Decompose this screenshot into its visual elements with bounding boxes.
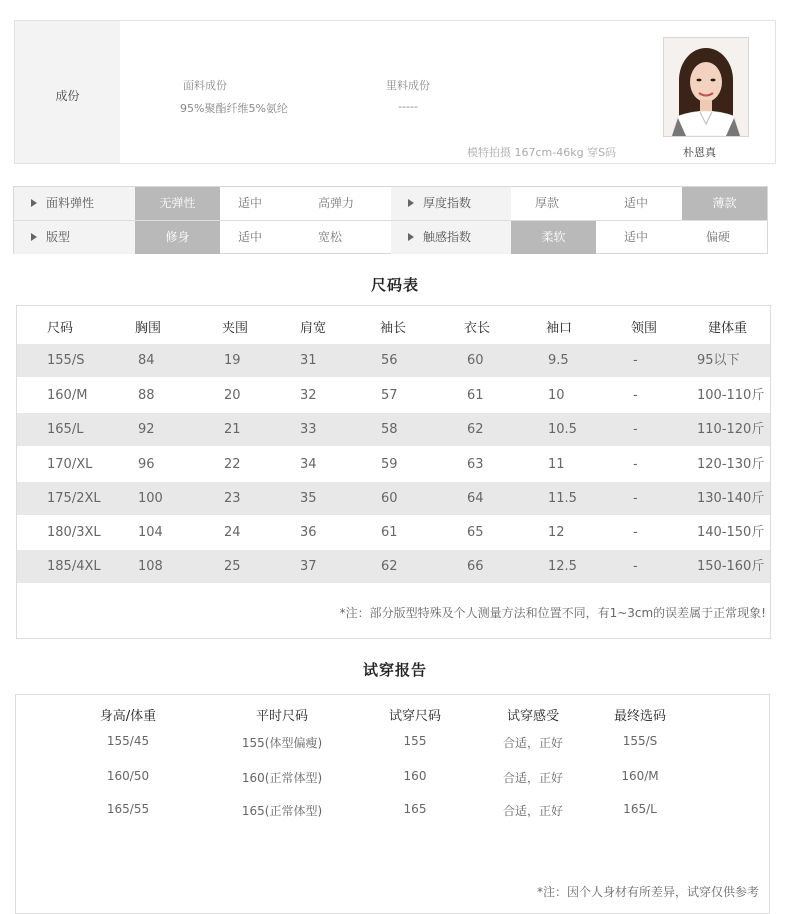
table-cell: 35 [300,491,317,506]
attribute-option-selected: 无弹性 [135,187,220,220]
attribute-name-cell [14,187,135,220]
attribute-name: 厚度指数 [423,196,472,210]
attribute-option-selected: 修身 [135,221,220,254]
table-cell: 60 [381,491,398,506]
table-cell: 62 [381,559,398,574]
table-cell: 108 [138,559,163,574]
table-cell: 155 [403,734,427,748]
attribute-row [14,221,767,254]
header-cell: 身高/体重 [99,709,157,724]
table-cell: 100 [138,491,163,506]
table-cell: 12 [548,525,565,540]
table-cell: 32 [300,388,317,403]
attribute-option: 高弹力 [318,196,355,210]
table-cell: 31 [300,353,317,368]
attribute-option: 偏硬 [706,230,731,244]
attribute-option-selected: 薄款 [682,187,767,220]
header-cell: 领围 [631,321,658,336]
table-cell: 63 [467,457,484,472]
fabric-label: 面料成份 [183,79,227,92]
table-cell: 155/S [47,353,85,368]
table-cell: 20 [224,388,241,403]
header-cell: 试穿尺码 [388,709,442,724]
table-row [16,769,769,789]
triangle-right-icon [31,199,37,207]
attribute-name-cell [391,221,511,254]
table-row [16,734,769,754]
attribute-option: 适中 [624,230,649,244]
attributes-table [13,186,768,254]
triangle-right-icon [31,233,37,241]
header-cell: 夹围 [222,321,249,336]
table-row [17,482,770,515]
header-cell: 最终选码 [613,709,667,724]
table-row [17,550,770,583]
attribute-option: 适中 [238,230,263,244]
table-cell: 61 [467,388,484,403]
attribute-option: 厚款 [535,196,560,210]
model-photo [663,37,749,137]
header-cell: 建体重 [708,321,748,336]
table-cell: 59 [381,457,398,472]
table-cell: 160/50 [106,769,150,783]
table-cell: 165/L [623,802,657,816]
table-cell: 11.5 [548,491,577,506]
table-cell: 170/XL [47,457,93,472]
table-cell: 合适，正好 [502,771,564,785]
fit-report-header-row [16,705,769,725]
table-cell: 165/L [47,422,84,437]
attribute-option-selected: 柔软 [511,221,596,254]
table-cell: 155(体型偏瘦) [241,736,323,750]
table-cell: - [633,422,638,437]
table-cell: 58 [381,422,398,437]
attribute-name-cell [14,221,135,254]
header-cell: 平时尺码 [255,709,309,724]
attribute-name: 版型 [46,230,71,244]
table-cell: 140-150斤 [697,525,765,540]
table-cell: 24 [224,525,241,540]
table-cell: 56 [381,353,398,368]
table-cell: 96 [138,457,155,472]
table-cell: 88 [138,388,155,403]
attribute-name: 触感指数 [423,230,472,244]
size-chart-note: *注：部分版型特殊及个人测量方法和位置不同，有1~3cm的误差属于正常现象! [339,606,766,620]
table-cell: 84 [138,353,155,368]
table-cell: 19 [224,353,241,368]
table-cell: - [633,353,638,368]
attribute-option: 适中 [624,196,649,210]
model-caption: 模特拍摄 167cm-46kg 穿S码 [467,146,617,159]
table-row [17,379,770,412]
table-row [17,344,770,377]
table-cell: 36 [300,525,317,540]
table-cell: - [633,491,638,506]
fit-report-note: *注：因个人身材有所差异，试穿仅供参考 [536,885,759,899]
table-cell: 57 [381,388,398,403]
table-cell: 12.5 [548,559,577,574]
table-row [17,516,770,549]
table-cell: 95以下 [697,353,740,368]
table-cell: 21 [224,422,241,437]
table-cell: 11 [548,457,565,472]
size-chart-table [16,305,771,639]
table-cell: 155/45 [106,734,150,748]
model-name: 朴恩真 [683,146,716,159]
table-cell: 9.5 [548,353,569,368]
table-cell: 155/S [622,734,658,748]
table-cell: 61 [381,525,398,540]
table-cell: 120-130斤 [697,457,765,472]
fit-report-table [15,694,770,914]
table-cell: 64 [467,491,484,506]
table-cell: 92 [138,422,155,437]
triangle-right-icon [408,199,414,207]
attribute-name-cell [391,187,511,220]
table-cell: 110-120斤 [697,422,765,437]
table-cell: 合适，正好 [502,804,564,818]
attribute-option: 适中 [238,196,263,210]
header-cell: 试穿感受 [506,709,560,724]
table-cell: 10 [548,388,565,403]
table-cell: 165 [403,802,427,816]
table-cell: 62 [467,422,484,437]
composition-label: 成份 [55,89,80,103]
header-cell: 胸围 [135,321,162,336]
attribute-row [14,187,767,220]
table-cell: 160/M [47,388,88,403]
header-cell: 肩宽 [300,321,327,336]
header-cell: 袖口 [546,321,573,336]
table-cell: 合适，正好 [502,736,564,750]
table-cell: 22 [224,457,241,472]
table-cell: 160(正常体型) [241,771,323,785]
table-cell: 34 [300,457,317,472]
table-cell: 25 [224,559,241,574]
fabric-value: 95%聚酯纤维5%氨纶 [180,102,288,115]
size-chart-header-row [17,312,770,345]
table-cell: 160/M [621,769,659,783]
table-cell: 65 [467,525,484,540]
size-chart-title: 尺码表 [370,276,419,294]
table-row [17,413,770,446]
header-cell: 袖长 [380,321,407,336]
attribute-name: 面料弹性 [46,196,95,210]
table-cell: 185/4XL [47,559,101,574]
table-cell: - [633,525,638,540]
lining-value: ----- [398,100,418,113]
table-cell: 104 [138,525,163,540]
table-cell: 100-110斤 [697,388,765,403]
table-cell: 66 [467,559,484,574]
fit-report-title: 试穿报告 [362,661,427,679]
table-cell: 150-160斤 [697,559,765,574]
table-cell: 160 [403,769,427,783]
table-row [16,802,769,822]
table-cell: 23 [224,491,241,506]
attribute-option: 宽松 [318,230,343,244]
triangle-right-icon [408,233,414,241]
header-cell: 尺码 [47,321,74,336]
table-cell: 10.5 [548,422,577,437]
table-cell: 175/2XL [47,491,101,506]
table-cell: 37 [300,559,317,574]
table-cell: - [633,559,638,574]
table-cell: 60 [467,353,484,368]
table-cell: 180/3XL [47,525,101,540]
table-cell: 130-140斤 [697,491,765,506]
table-cell: 33 [300,422,317,437]
composition-panel [14,20,776,164]
header-cell: 衣长 [464,321,491,336]
lining-label: 里料成份 [386,79,430,92]
table-row [17,448,770,481]
table-cell: - [633,388,638,403]
table-cell: - [633,457,638,472]
table-cell: 165(正常体型) [241,804,323,818]
table-cell: 165/55 [106,802,150,816]
